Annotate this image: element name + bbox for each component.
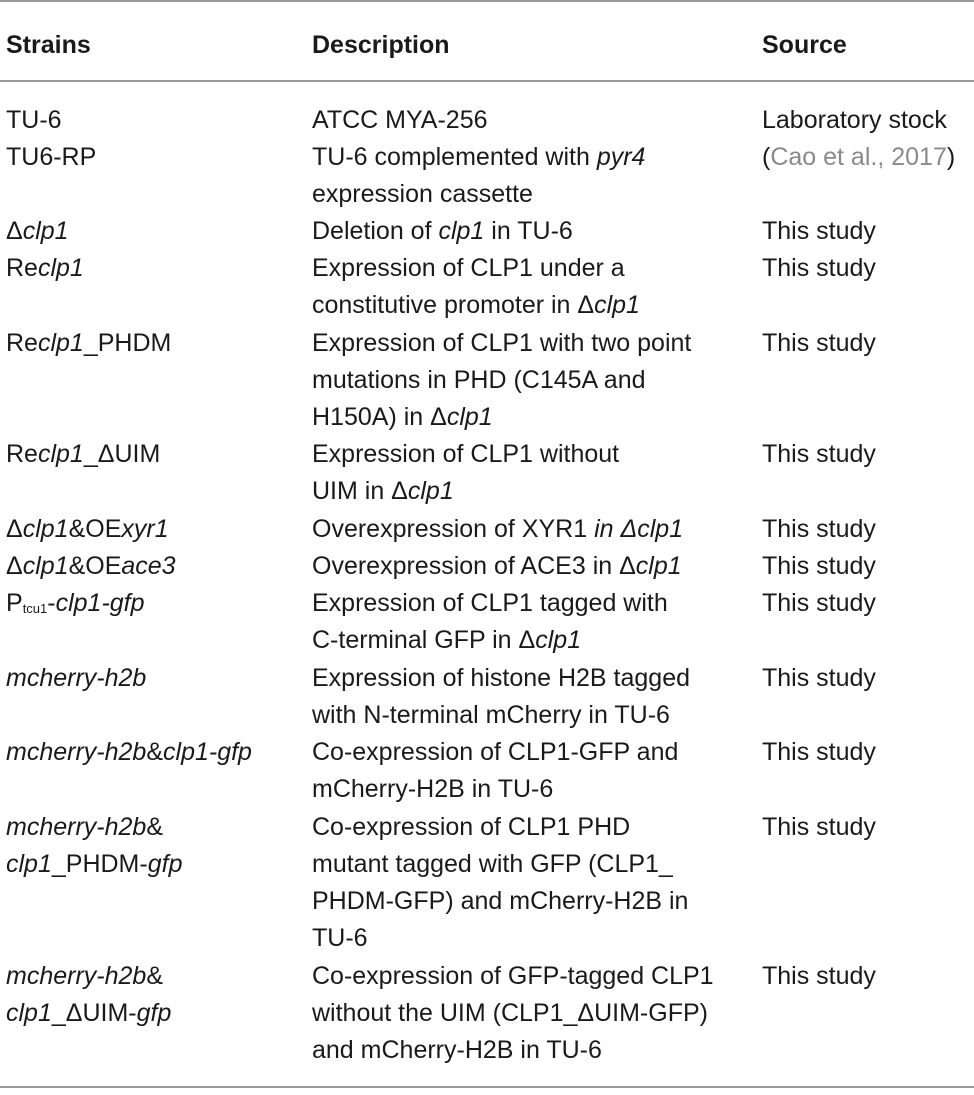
description-cell: Overexpression of XYR1 in Δclp1	[312, 515, 684, 543]
citation-link[interactable]: Cao et al., 2017	[770, 143, 947, 171]
strain-cell: Reclp1	[6, 254, 84, 282]
description-cell: TU-6 complemented with pyr4 expression cassette	[312, 143, 646, 208]
source-cell: This study	[762, 813, 876, 841]
top-rule	[0, 0, 974, 2]
header-source: Source	[762, 31, 847, 59]
source-cell: This study	[762, 440, 876, 468]
description-cell: Expression of CLP1 tagged with C-terminal GFP in Δclp1	[312, 589, 668, 654]
strain-cell: mcherry-h2b& clp1_ΔUIM-gfp	[6, 962, 172, 1027]
strain-cell: Reclp1_ΔUIM	[6, 440, 161, 468]
header-rule	[0, 80, 974, 82]
strain-cell: Δclp1&OEace3	[6, 552, 176, 580]
table-header	[0, 31, 974, 61]
description-cell: Co-expression of CLP1-GFP and mCherry-H2B in TU-6	[312, 738, 679, 803]
description-cell: ATCC MYA-256	[312, 106, 488, 134]
strain-cell: $P_{tcu1}-clp1$-gfp	[6, 589, 145, 617]
strain-cell: Δclp1	[6, 217, 69, 245]
source-cell: This study	[762, 664, 876, 692]
description-cell: Co-expression of CLP1 PHD mutant tagged with GFP (CLP1_ PHDM-GFP) and mCherry-H2B in TU-6	[312, 813, 689, 952]
description-cell: Co-expression of GFP-tagged CLP1 without the UIM (CLP1_ΔUIM-GFP) and mCherry-H2B in TU-6	[312, 962, 714, 1064]
source-cell: This study	[762, 217, 876, 245]
source-cell: Laboratory stock	[762, 106, 947, 134]
source-cell: This study	[762, 254, 876, 282]
source-cell: This study	[762, 515, 876, 543]
source-cell: This study	[762, 329, 876, 357]
strain-cell: Δclp1&OExyr1	[6, 515, 169, 543]
strain-cell: mcherry-h2b& clp1_PHDM-gfp	[6, 813, 183, 878]
strain-cell: TU-6	[6, 106, 62, 134]
description-cell: Expression of CLP1 without UIM in Δclp1	[312, 440, 620, 505]
source-cell: (Cao et al., 2017)	[762, 143, 956, 171]
description-cell: Overexpression of ACE3 in Δclp1	[312, 552, 682, 580]
header-strains: Strains	[6, 31, 91, 59]
description-cell: Expression of CLP1 with two point mutations in PHD (C145A and H150A) in Δclp1	[312, 329, 692, 431]
bottom-rule	[0, 1086, 974, 1088]
source-cell: This study	[762, 552, 876, 580]
strain-cell: Reclp1_PHDM	[6, 329, 172, 357]
description-cell: Expression of CLP1 under a constitutive promoter in Δclp1	[312, 254, 640, 319]
description-cell: Deletion of clp1 in TU-6	[312, 217, 573, 245]
description-cell: Expression of histone H2B tagged with N-terminal mCherry in TU-6	[312, 664, 691, 729]
source-cell: This study	[762, 589, 876, 617]
strain-cell: TU6-RP	[6, 143, 97, 171]
strain-cell: mcherry-h2b	[6, 664, 147, 692]
header-description: Description	[312, 31, 450, 59]
source-cell: This study	[762, 738, 876, 766]
source-cell: This study	[762, 962, 876, 990]
strain-cell: mcherry-h2b&clp1-gfp	[6, 738, 252, 766]
